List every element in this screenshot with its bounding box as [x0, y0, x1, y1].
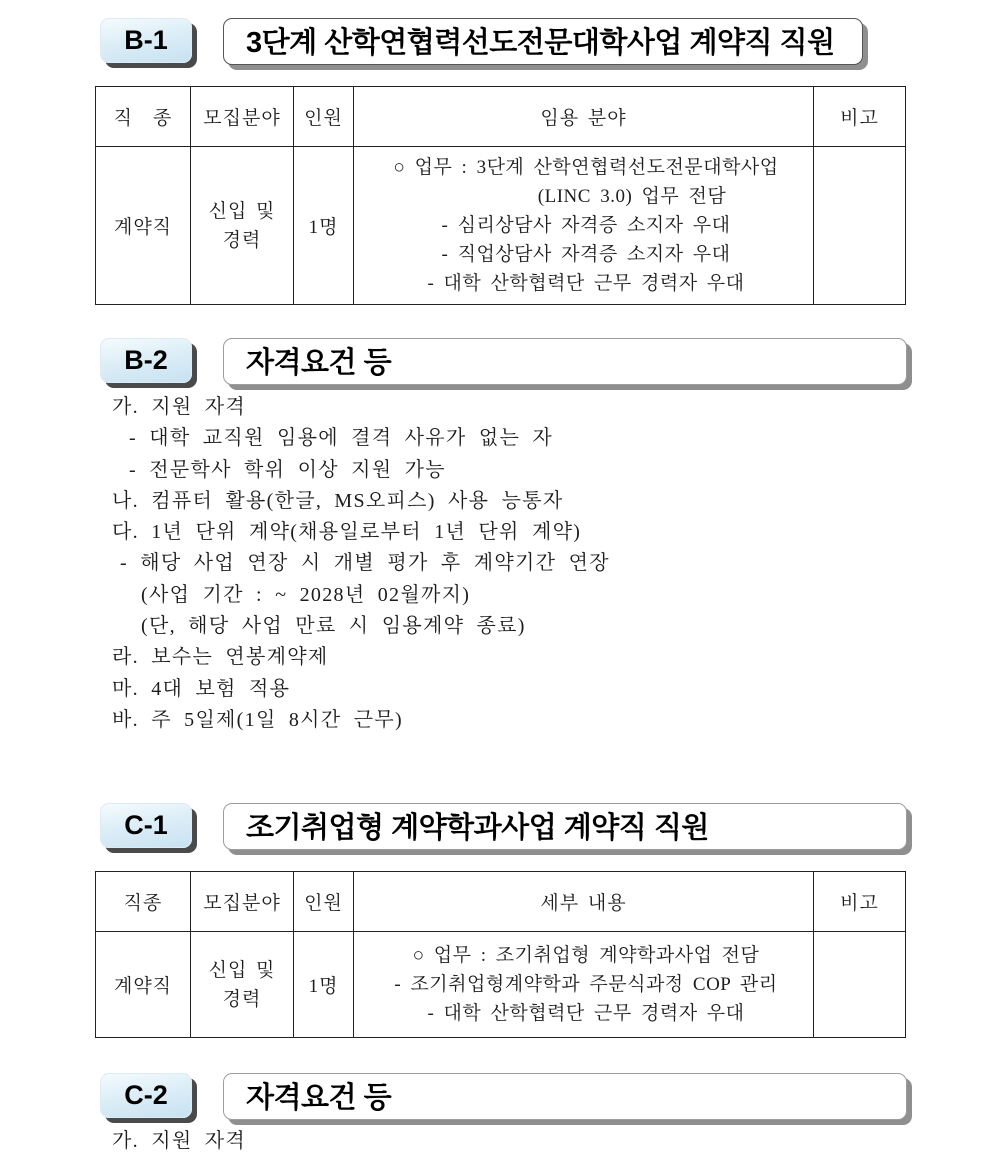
duty-line: - 대학 산학협력단 근무 경력자 우대	[427, 1003, 745, 1024]
recruit-field-line: 경력	[222, 229, 262, 251]
col-header-duties: 임용 분야	[354, 87, 814, 147]
section-title-c2: 자격요건 등	[223, 1073, 907, 1120]
list-item: (단, 해당 사업 만료 시 임용계약 종료)	[141, 615, 526, 638]
duty-line: - 조기취업형계약학과 주문식과정 COP 관리	[394, 974, 778, 995]
list-item: 다. 1년 단위 계약(채용일로부터 1년 단위 계약)	[112, 521, 582, 544]
col-header-note: 비고	[814, 87, 906, 147]
table-header-row	[96, 87, 906, 147]
section-header-c2	[100, 1073, 907, 1120]
section-header-b2	[100, 338, 907, 385]
section-badge-b2: B-2	[100, 338, 192, 383]
section-title-b2: 자격요건 등	[223, 338, 907, 385]
duty-line: ○ 업무 : 조기취업형 계약학과사업 전담	[412, 945, 760, 966]
list-item: 마. 4대 보험 적용	[112, 677, 291, 700]
duty-line: - 심리상담사 자격증 소지자 우대	[441, 215, 731, 236]
cell-duty-details	[354, 147, 814, 305]
section-badge-b1: B-1	[100, 18, 192, 63]
col-header-field: 모집분야	[191, 872, 294, 932]
recruit-field-line: 신입 및	[208, 200, 276, 222]
qualification-list-c2	[112, 1126, 246, 1157]
cell-note	[814, 147, 906, 305]
list-item: 바. 주 5일제(1일 8시간 근무)	[112, 708, 403, 731]
table-row	[96, 932, 906, 1038]
col-header-headcount: 인원	[294, 872, 354, 932]
cell-job-type: 계약직	[96, 147, 191, 305]
cell-job-type: 계약직	[96, 932, 191, 1038]
list-item: - 해당 사업 연장 시 개별 평가 후 계약기간 연장	[120, 552, 610, 575]
recruitment-table-c1	[95, 871, 906, 1038]
cell-headcount: 1명	[294, 932, 354, 1038]
table-header-row	[96, 872, 906, 932]
cell-recruit-field	[191, 147, 294, 305]
table-row	[96, 147, 906, 305]
recruit-field-line: 신입 및	[208, 959, 276, 981]
list-item: - 전문학사 학위 이상 지원 가능	[129, 458, 446, 481]
section-badge-c2: C-2	[100, 1073, 192, 1118]
section-title-b1: 3단계 산학연협력선도전문대학사업 계약직 직원	[223, 18, 863, 65]
section-title-c1: 조기취업형 계약학과사업 계약직 직원	[223, 803, 907, 850]
duty-line: - 대학 산학협력단 근무 경력자 우대	[427, 273, 745, 294]
duty-line: - 직업상담사 자격증 소지자 우대	[441, 244, 731, 265]
qualification-list-b2	[112, 392, 610, 736]
list-item: 가. 지원 자격	[112, 396, 246, 418]
list-item: 나. 컴퓨터 활용(한글, MS오피스) 사용 능통자	[112, 489, 564, 512]
col-header-job-type: 직 종	[96, 87, 191, 147]
col-header-details: 세부 내용	[354, 872, 814, 932]
section-header-b1	[100, 18, 863, 65]
col-header-headcount: 인원	[294, 87, 354, 147]
section-badge-c1: C-1	[100, 803, 192, 848]
list-item: 가. 지원 자격	[112, 1130, 246, 1152]
duty-line: ○ 업무 : 3단계 산학연협력선도전문대학사업	[393, 157, 779, 178]
list-item: - 대학 교직원 임용에 결격 사유가 없는 자	[129, 427, 553, 450]
recruit-field-line: 경력	[222, 988, 262, 1010]
col-header-note: 비고	[814, 872, 906, 932]
section-header-c1	[100, 803, 907, 850]
duty-line: (LINC 3.0) 업무 전담	[537, 186, 727, 207]
cell-duty-details	[354, 932, 814, 1038]
list-item: 라. 보수는 연봉계약제	[112, 646, 329, 669]
col-header-field: 모집분야	[191, 87, 294, 147]
cell-headcount: 1명	[294, 147, 354, 305]
col-header-job-type: 직종	[96, 872, 191, 932]
cell-recruit-field	[191, 932, 294, 1038]
cell-note	[814, 932, 906, 1038]
recruitment-table-b1	[95, 86, 906, 305]
list-item: (사업 기간 : ~ 2028년 02월까지)	[141, 583, 471, 606]
